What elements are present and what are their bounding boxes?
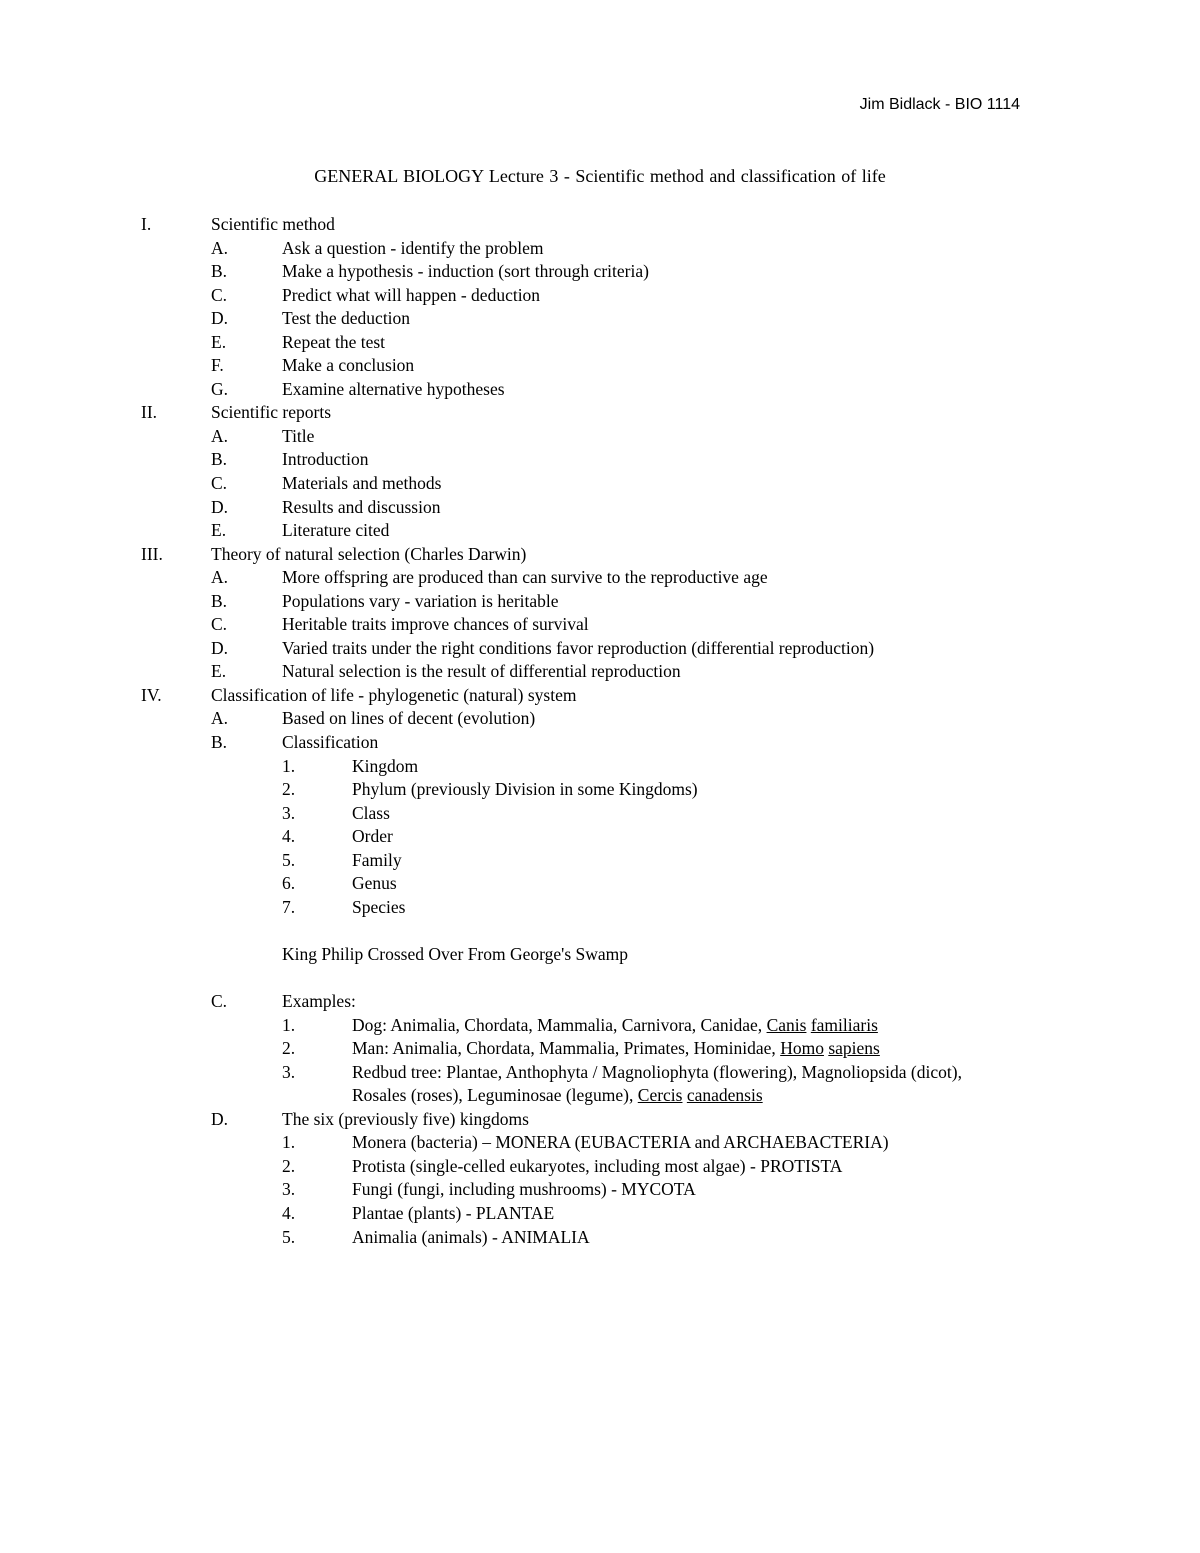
outline-item <box>0 519 1200 543</box>
kingdom-number: 5. <box>282 1226 296 1247</box>
item-text: Heritable traits improve chances of survival <box>282 614 589 635</box>
outline-item <box>0 590 1200 614</box>
example-item <box>0 1014 1200 1038</box>
rank-text: Kingdom <box>352 755 419 776</box>
example-prefix: Man: Animalia, Chordata, Mammalia, Primates, Hominidae, <box>352 1038 781 1059</box>
rank-item <box>0 802 1200 826</box>
outline-item <box>0 496 1200 520</box>
outline-item <box>0 472 1200 496</box>
kingdom-text: Fungi (fungi, including mushrooms) - MYCOTA <box>352 1179 696 1200</box>
item-text: Title <box>282 425 315 446</box>
item-letter: D. <box>211 637 229 658</box>
kingdom-item <box>0 1131 1200 1155</box>
example-number: 3. <box>282 1061 296 1082</box>
rank-item <box>0 755 1200 779</box>
rank-number: 7. <box>282 896 296 917</box>
rank-item <box>0 849 1200 873</box>
item-text: Make a conclusion <box>282 355 415 376</box>
rank-number: 5. <box>282 849 296 870</box>
rank-text: Order <box>352 826 393 847</box>
lecture-title: GENERAL BIOLOGY Lecture 3 - Scientific method and classification of life <box>314 166 886 186</box>
example-item <box>0 1037 1200 1061</box>
item-text: Classification <box>282 732 379 753</box>
rank-item <box>0 778 1200 802</box>
item-letter: B. <box>211 590 228 611</box>
lecture-outline <box>0 213 1200 1249</box>
section-title: Scientific reports <box>211 402 332 423</box>
item-letter: E. <box>211 520 227 541</box>
item-letter: B. <box>211 449 228 470</box>
outline-item <box>0 331 1200 355</box>
item-text: Ask a question - identify the problem <box>282 237 544 258</box>
item-letter: A. <box>211 237 229 258</box>
rank-text: Species <box>352 896 406 917</box>
section-title: Theory of natural selection (Charles Darwin) <box>211 543 527 564</box>
item-text: Based on lines of decent (evolution) <box>282 708 536 729</box>
item-text: Results and discussion <box>282 496 441 517</box>
rank-number: 4. <box>282 826 296 847</box>
item-text: Predict what will happen - deduction <box>282 284 541 305</box>
outline-item <box>0 448 1200 472</box>
mnemonic-text: King Philip Crossed Over From George's Swamp <box>282 943 629 964</box>
rank-text: Family <box>352 849 402 870</box>
item-text: Literature cited <box>282 520 390 541</box>
outline-item <box>0 260 1200 284</box>
item-letter: E. <box>211 661 227 682</box>
kingdom-text: Plantae (plants) - PLANTAE <box>352 1202 555 1223</box>
section-heading <box>0 543 1200 567</box>
item-text: Repeat the test <box>282 331 386 352</box>
example-prefix: Rosales (roses), Leguminosae (legume), <box>352 1085 638 1106</box>
outline-item <box>0 354 1200 378</box>
item-text: Make a hypothesis - induction (sort through criteria) <box>282 261 649 282</box>
section-title: Scientific method <box>211 214 335 234</box>
outline-item <box>0 660 1200 684</box>
item-text: The six (previously five) kingdoms <box>282 1108 529 1129</box>
kingdom-text: Protista (single-celled eukaryotes, including most algae) - PROTISTA <box>352 1155 843 1176</box>
species-name: sapiens <box>828 1038 880 1059</box>
outline-item <box>0 613 1200 637</box>
section-numeral: IV. <box>141 684 162 705</box>
item-text: Natural selection is the result of differential reproduction <box>282 661 681 682</box>
genus-name: Cercis <box>637 1085 683 1106</box>
outline-item <box>0 637 1200 661</box>
kingdom-item <box>0 1202 1200 1226</box>
outline-item <box>0 378 1200 402</box>
kingdom-number: 1. <box>282 1132 296 1153</box>
rank-item <box>0 825 1200 849</box>
item-letter: D. <box>211 308 229 329</box>
item-letter: E. <box>211 331 227 352</box>
example-continuation <box>0 1084 1200 1108</box>
example-text-line1: Redbud tree: Plantae, Anthophyta / Magnoliophyta (flowering), Magnoliopsida (dicot), <box>352 1061 962 1082</box>
rank-item <box>0 872 1200 896</box>
species-name: familiaris <box>810 1014 878 1035</box>
spacer <box>0 919 1200 943</box>
item-text: Examples: <box>282 991 356 1012</box>
rank-number: 3. <box>282 802 296 823</box>
kingdom-item <box>0 1155 1200 1179</box>
item-letter: F. <box>211 355 224 376</box>
item-letter: A. <box>211 708 229 729</box>
item-letter: B. <box>211 732 228 753</box>
item-text: Introduction <box>282 449 369 470</box>
item-letter: A. <box>211 425 229 446</box>
section-title: Classification of life - phylogenetic (natural) system <box>211 684 577 705</box>
species-name: canadensis <box>686 1085 763 1106</box>
example-text-line2 <box>352 1084 763 1108</box>
section-heading <box>0 401 1200 425</box>
example-number: 2. <box>282 1038 296 1059</box>
section-numeral: II. <box>141 402 158 423</box>
item-letter: D. <box>211 1108 229 1129</box>
outline-item <box>0 237 1200 261</box>
outline-item <box>0 307 1200 331</box>
rank-number: 6. <box>282 873 296 894</box>
rank-text: Phylum (previously Division in some Kingdoms) <box>352 779 698 800</box>
item-text: More offspring are produced than can survive to the reproductive age <box>282 567 768 588</box>
item-letter: C. <box>211 614 228 635</box>
item-letter: C. <box>211 284 228 305</box>
rank-number: 1. <box>282 755 296 776</box>
outline-item <box>0 425 1200 449</box>
rank-item <box>0 896 1200 920</box>
outline-item <box>0 566 1200 590</box>
kingdom-text: Monera (bacteria) – MONERA (EUBACTERIA and ARCHAEBACTERIA) <box>352 1132 889 1153</box>
outline-item <box>0 990 1200 1014</box>
genus-name: Homo <box>780 1038 824 1059</box>
kingdom-item <box>0 1226 1200 1250</box>
kingdom-item <box>0 1178 1200 1202</box>
example-text <box>352 1037 880 1061</box>
item-text: Materials and methods <box>282 473 442 494</box>
example-item <box>0 1061 1200 1085</box>
item-letter: A. <box>211 567 229 588</box>
kingdom-text: Animalia (animals) - ANIMALIA <box>352 1226 590 1247</box>
outline-item <box>0 707 1200 731</box>
section-numeral: III. <box>141 543 163 564</box>
example-text <box>352 1014 878 1038</box>
item-text: Varied traits under the right conditions favor reproduction (differential reproduction) <box>282 637 875 658</box>
mnemonic-line <box>0 943 1200 967</box>
author-course-header: Jim Bidlack - BIO 1114 <box>859 96 1020 113</box>
rank-text: Class <box>352 802 390 823</box>
kingdom-number: 3. <box>282 1179 296 1200</box>
outline-item <box>0 1108 1200 1132</box>
section-heading <box>0 684 1200 708</box>
item-letter: G. <box>211 378 229 399</box>
rank-number: 2. <box>282 779 296 800</box>
example-number: 1. <box>282 1014 296 1035</box>
outline-item <box>0 731 1200 755</box>
item-text: Populations vary - variation is heritable <box>282 590 559 611</box>
genus-name: Canis <box>766 1014 807 1035</box>
item-letter: C. <box>211 991 228 1012</box>
spacer <box>0 967 1200 991</box>
section-numeral: I. <box>141 214 152 234</box>
kingdom-number: 4. <box>282 1202 296 1223</box>
item-letter: B. <box>211 261 228 282</box>
rank-text: Genus <box>352 873 397 894</box>
item-letter: D. <box>211 496 229 517</box>
section-heading <box>0 213 1200 237</box>
item-letter: C. <box>211 473 228 494</box>
example-prefix: Dog: Animalia, Chordata, Mammalia, Carnivora, Canidae, <box>352 1014 767 1035</box>
item-text: Examine alternative hypotheses <box>282 378 505 399</box>
item-text: Test the deduction <box>282 308 411 329</box>
outline-item <box>0 284 1200 308</box>
kingdom-number: 2. <box>282 1155 296 1176</box>
